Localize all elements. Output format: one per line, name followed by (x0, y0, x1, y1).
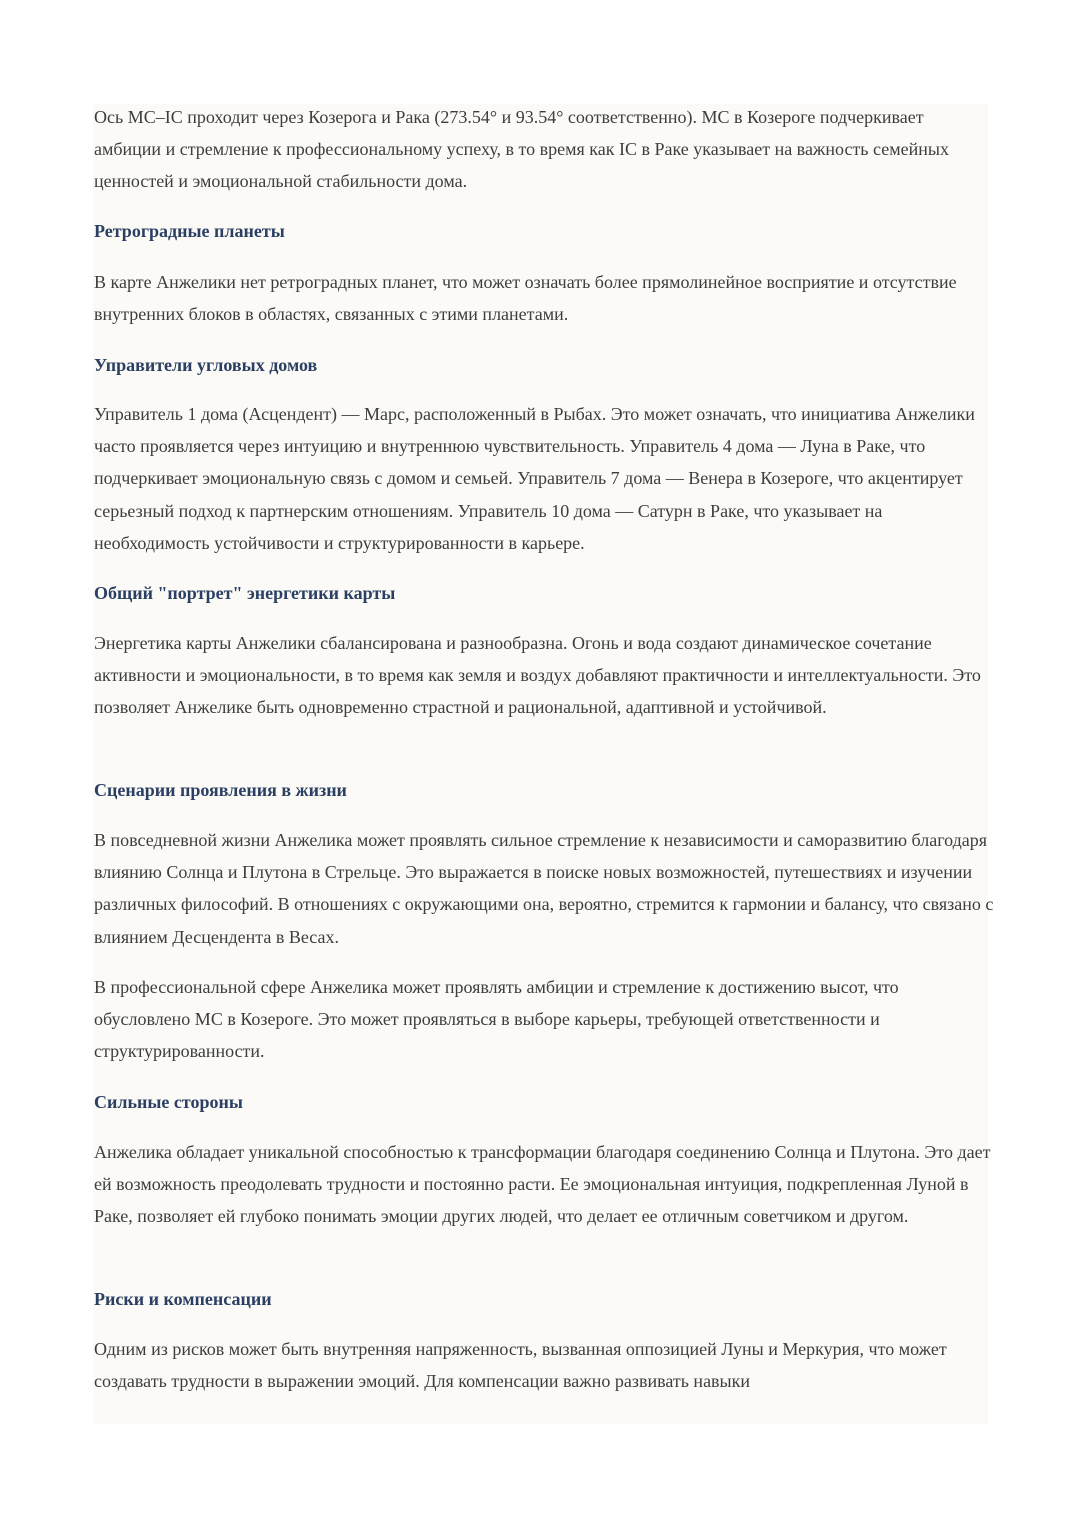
paragraph-life-scenarios-2: В профессиональной сфере Анжелика может проявлять амбиции и стремление к достижению высот, что обусловлено MC в Козероге. Это может проявляться в выборе карьеры, требующей ответственности и структурированности. (94, 977, 899, 1062)
heading-retrograde-planets: Ретроградные планеты (94, 221, 285, 241)
heading-life-scenarios: Сценарии проявления в жизни (94, 780, 347, 800)
paragraph-energy-portrait: Энергетика карты Анжелики сбалансирована и разнообразна. Огонь и вода создают динамическое сочетание активности и эмоциональности, в то время как земля и воздух добавляют практичности и интеллектуальности. Это позволяет Анжелике быть одновременно страстной и рациональной, адаптивной и устойчивой. (94, 633, 981, 718)
paragraph-life-scenarios-1: В повседневной жизни Анжелика может проявлять сильное стремление к независимости и саморазвитию благодаря влиянию Солнца и Плутона в Стрельце. Это выражается в поиске новых возможностей, путешествиях и изучении различных философий. В отношениях с окружающими она, вероятно, стремится к гармонии и балансу, что связано с влиянием Десцендента в Весах. (94, 830, 994, 947)
paragraph-risks-compensations: Одним из рисков может быть внутренняя напряженность, вызванная оппозицией Луны и Меркурия, что может создавать трудности в выражении эмоций. Для компенсации важно развивать навыки (94, 1339, 947, 1392)
heading-risks-compensations: Риски и компенсации (94, 1289, 272, 1309)
heading-strengths: Сильные стороны (94, 1092, 243, 1112)
heading-energy-portrait: Общий "портрет" энергетики карты (94, 583, 396, 603)
paragraph-strengths: Анжелика обладает уникальной способностью к трансформации благодаря соединению Солнца и Плутона. Это дает ей возможность преодолевать трудности и постоянно расти. Ее эмоциональная интуиция, подкрепленная Луной в Раке, позволяет ей глубоко понимать эмоции других людей, что делает ее отличным советчиком и другом. (94, 1142, 991, 1227)
heading-angular-house-rulers: Управители угловых домов (94, 355, 318, 375)
paragraph-retrograde-planets: В карте Анжелики нет ретроградных планет, что может означать более прямолинейное восприятие и отсутствие внутренних блоков в областях, связанных с этими планетами. (94, 272, 957, 325)
document-content (93, 104, 994, 1424)
paragraph-angular-house-rulers: Управитель 1 дома (Асцендент) — Марс, расположенный в Рыбах. Это может означать, что инициатива Анжелики часто проявляется через интуицию и внутреннюю чувствительность. Управитель 4 дома — Луна в Раке, что подчеркивает эмоциональную связь с домом и семьей. Управитель 7 дома — Венера в Козероге, что акцентирует серьезный подход к партнерским отношениям. Управитель 10 дома — Сатурн в Раке, что указывает на необходимость устойчивости и структурированности в карьере. (94, 404, 975, 553)
paragraph-mc-ic: Ось MC–IC проходит через Козерога и Рака (273.54° и 93.54° соответственно). MC в Козероге подчеркивает амбиции и стремление к профессиональному успеху, в то время как IC в Раке указывает на важность семейных ценностей и эмоциональной стабильности дома. (94, 107, 949, 192)
